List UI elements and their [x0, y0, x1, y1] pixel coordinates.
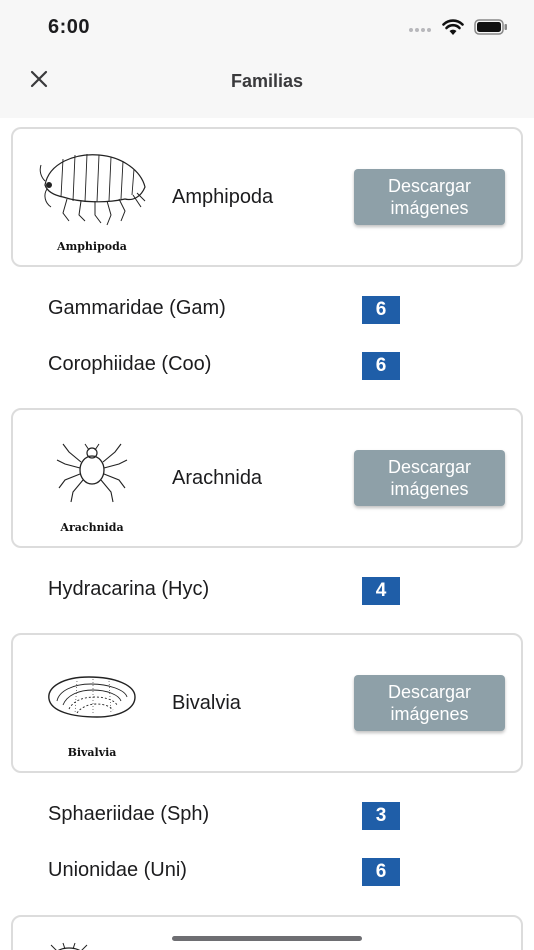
- navigation-bar: [0, 56, 534, 118]
- family-name: Gammaridae (Gam): [48, 297, 226, 319]
- count-badge: 6: [362, 352, 400, 380]
- amphipod-illustration: [37, 141, 147, 231]
- download-images-button[interactable]: Descargar imágenes: [354, 169, 505, 225]
- group-card-bivalvia: [11, 633, 523, 773]
- wifi-icon: [442, 18, 464, 41]
- family-name: Unionidae (Uni): [48, 859, 187, 881]
- count-badge: 4: [362, 577, 400, 605]
- group-card-amphipoda: [11, 127, 523, 267]
- group-name: Bivalvia: [172, 692, 241, 714]
- family-name: Corophiidae (Coo): [48, 353, 212, 375]
- download-images-button[interactable]: Descargar imágenes: [354, 450, 505, 506]
- insect-illustration: [37, 929, 147, 950]
- count-badge: 6: [362, 296, 400, 324]
- group-image-caption: Bivalvia: [67, 746, 117, 759]
- family-list[interactable]: [0, 118, 534, 950]
- status-icons: [408, 18, 508, 41]
- battery-icon: [474, 19, 508, 40]
- status-time: 6:00: [48, 16, 91, 38]
- count-badge: 3: [362, 802, 400, 830]
- family-row-unionidae[interactable]: [0, 848, 534, 896]
- home-indicator: [172, 936, 362, 941]
- group-card-next: [11, 915, 523, 950]
- group-name: Amphipoda: [172, 186, 274, 208]
- status-bar: [0, 0, 534, 56]
- family-name: Sphaeriidae (Sph): [48, 803, 210, 825]
- mite-illustration: [37, 422, 147, 512]
- group-image-bivalvia: [37, 647, 147, 759]
- group-image-amphipoda: [37, 141, 147, 253]
- group-image-caption: Arachnida: [60, 521, 124, 534]
- group-card-arachnida: [11, 408, 523, 548]
- family-row-hydracarina[interactable]: [0, 567, 534, 615]
- group-image-arachnida: [37, 422, 147, 534]
- family-name: Hydracarina (Hyc): [48, 578, 210, 600]
- family-row-sphaeriidae[interactable]: [0, 792, 534, 840]
- count-badge: 6: [362, 858, 400, 886]
- download-images-button[interactable]: Descargar imágenes: [354, 675, 505, 731]
- page-title: Familias: [230, 71, 304, 91]
- signal-icon: [408, 21, 432, 39]
- family-row-corophiidae[interactable]: [0, 342, 534, 390]
- group-image-caption: Amphipoda: [57, 240, 127, 253]
- family-row-gammaridae[interactable]: [0, 286, 534, 334]
- group-name: Arachnida: [172, 467, 263, 489]
- bivalve-illustration: [37, 647, 147, 737]
- group-image-next: [37, 929, 147, 950]
